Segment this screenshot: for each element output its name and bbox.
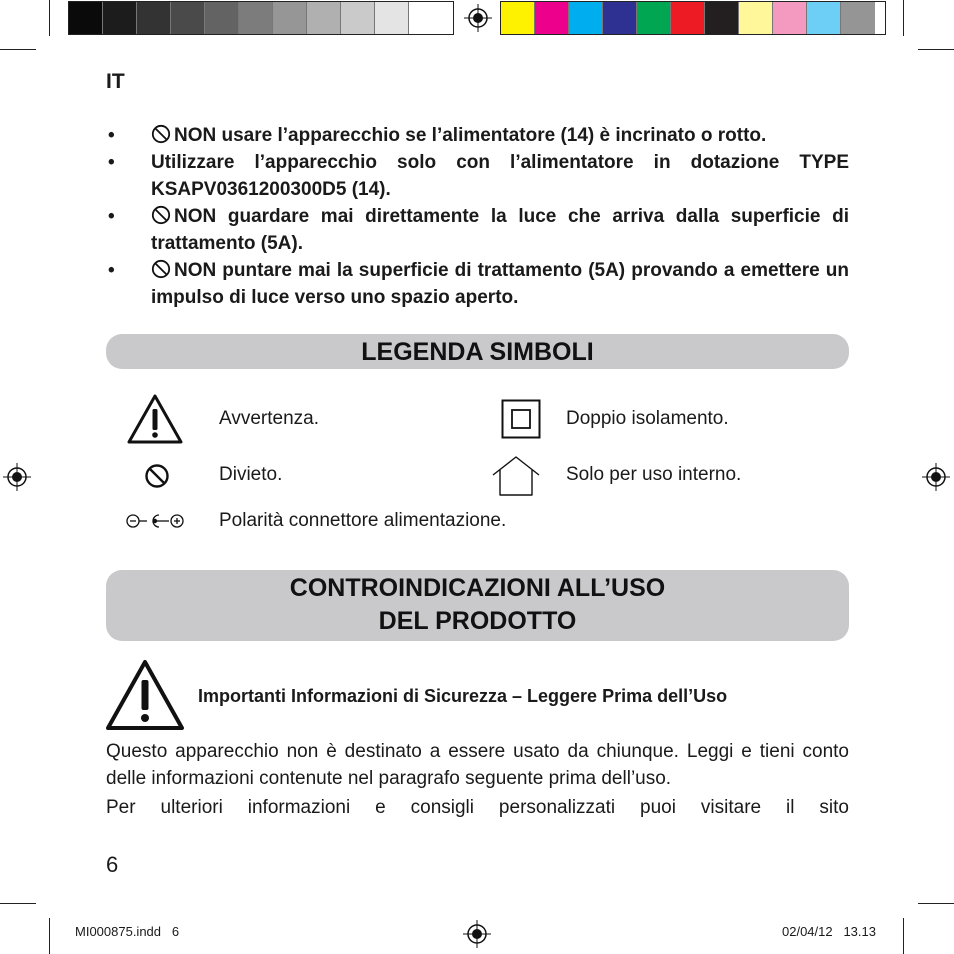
- crop-mark: [918, 903, 954, 904]
- warning-triangle-icon: [104, 658, 186, 732]
- legend-title-banner: [106, 334, 849, 369]
- crop-mark: [918, 49, 954, 50]
- color-swatch: [535, 2, 569, 34]
- color-swatch: [137, 2, 171, 34]
- contraindications-paragraph: Per ulteriori informazioni e consigli personalizzati puoi visitare il sito: [106, 797, 849, 818]
- color-swatch: [171, 2, 205, 34]
- color-swatch: [375, 2, 409, 34]
- language-code: IT: [106, 70, 125, 93]
- slug-filename: MI000875.indd 6: [75, 924, 180, 939]
- color-swatch: [239, 2, 273, 34]
- color-swatch: [637, 2, 671, 34]
- prohibition-icon: [144, 463, 170, 489]
- warning-triangle-icon: [126, 393, 184, 445]
- gray-color-bar: [68, 1, 454, 35]
- contraindications-title-line2: DEL PRODOTTO: [378, 607, 577, 635]
- crop-mark: [49, 0, 50, 36]
- bullet-dot: •: [108, 152, 115, 173]
- color-swatch: [705, 2, 739, 34]
- color-swatch: [807, 2, 841, 34]
- prohibition-icon: [151, 205, 171, 225]
- legend-label-polarity: Polarità connettore alimentazione.: [219, 510, 507, 531]
- color-swatch: [69, 2, 103, 34]
- legend-label-house: Solo per uso interno.: [566, 464, 742, 485]
- registration-mark-icon: [922, 463, 950, 491]
- registration-mark-icon: [3, 463, 31, 491]
- color-swatch: [773, 2, 807, 34]
- color-swatch: [569, 2, 603, 34]
- color-swatch: [273, 2, 307, 34]
- safety-bullet-item: [106, 122, 849, 149]
- bullet-text: NON usare l’apparecchio se l’alimentatore (14) è incrinato o rotto.: [174, 125, 767, 146]
- safety-bullet-list: [106, 122, 849, 311]
- color-swatch: [409, 2, 443, 34]
- color-swatch: [841, 2, 875, 34]
- legend-title: LEGENDA SIMBOLI: [361, 338, 594, 366]
- page-number: 6: [106, 852, 119, 877]
- color-swatch: [341, 2, 375, 34]
- crop-mark: [903, 918, 904, 954]
- contraindications-title-line1: CONTROINDICAZIONI ALL’USO: [289, 574, 666, 602]
- important-info-title: Importanti Informazioni di Sicurezza – Leggere Prima dell’Uso: [198, 686, 728, 706]
- contraindications-paragraph: Questo apparecchio non è destinato a essere usato da chiunque. Leggi e tieni conto delle informazioni contenute nel paragrafo seguente prima dell’uso.: [106, 741, 849, 789]
- crop-mark: [903, 0, 904, 36]
- registration-mark-icon: [464, 4, 492, 32]
- crop-mark: [0, 903, 36, 904]
- bullet-dot: •: [108, 206, 115, 227]
- registration-mark-icon: [463, 920, 491, 948]
- legend-label-prohibition: Divieto.: [219, 464, 283, 485]
- safety-bullet-item: [106, 149, 849, 203]
- crop-mark: [49, 918, 50, 954]
- crop-mark: [0, 49, 36, 50]
- color-swatch: [205, 2, 239, 34]
- color-swatch: [671, 2, 705, 34]
- prohibition-icon: [151, 259, 171, 279]
- bullet-dot: •: [108, 125, 115, 146]
- prohibition-icon: [151, 124, 171, 144]
- bullet-text: NON guardare mai direttamente la luce che arriva dalla superficie di trattamento (5A).: [151, 206, 849, 254]
- slug-date: 02/04/12 13.13: [782, 924, 876, 939]
- color-swatch: [307, 2, 341, 34]
- polarity-icon: [124, 512, 186, 530]
- color-swatch: [501, 2, 535, 34]
- house-icon: [491, 455, 541, 497]
- legend-label-double-insulation: Doppio isolamento.: [566, 408, 729, 429]
- legend-label-warning: Avvertenza.: [219, 408, 319, 429]
- bullet-text: Utilizzare l’apparecchio solo con l’alimentatore in dotazione TYPE KSAPV0361200300D5 (14).: [151, 152, 849, 200]
- process-color-bar: [500, 1, 886, 35]
- color-swatch: [103, 2, 137, 34]
- color-swatch: [739, 2, 773, 34]
- safety-bullet-item: [106, 203, 849, 257]
- bullet-text: NON puntare mai la superficie di trattamento (5A) provando a emettere un impulso di luce verso uno spazio aperto.: [151, 260, 849, 308]
- double-insulation-icon: [501, 399, 541, 439]
- bullet-dot: •: [108, 260, 115, 281]
- contraindications-title-banner: [106, 570, 849, 641]
- color-swatch: [603, 2, 637, 34]
- safety-bullet-item: [106, 257, 849, 311]
